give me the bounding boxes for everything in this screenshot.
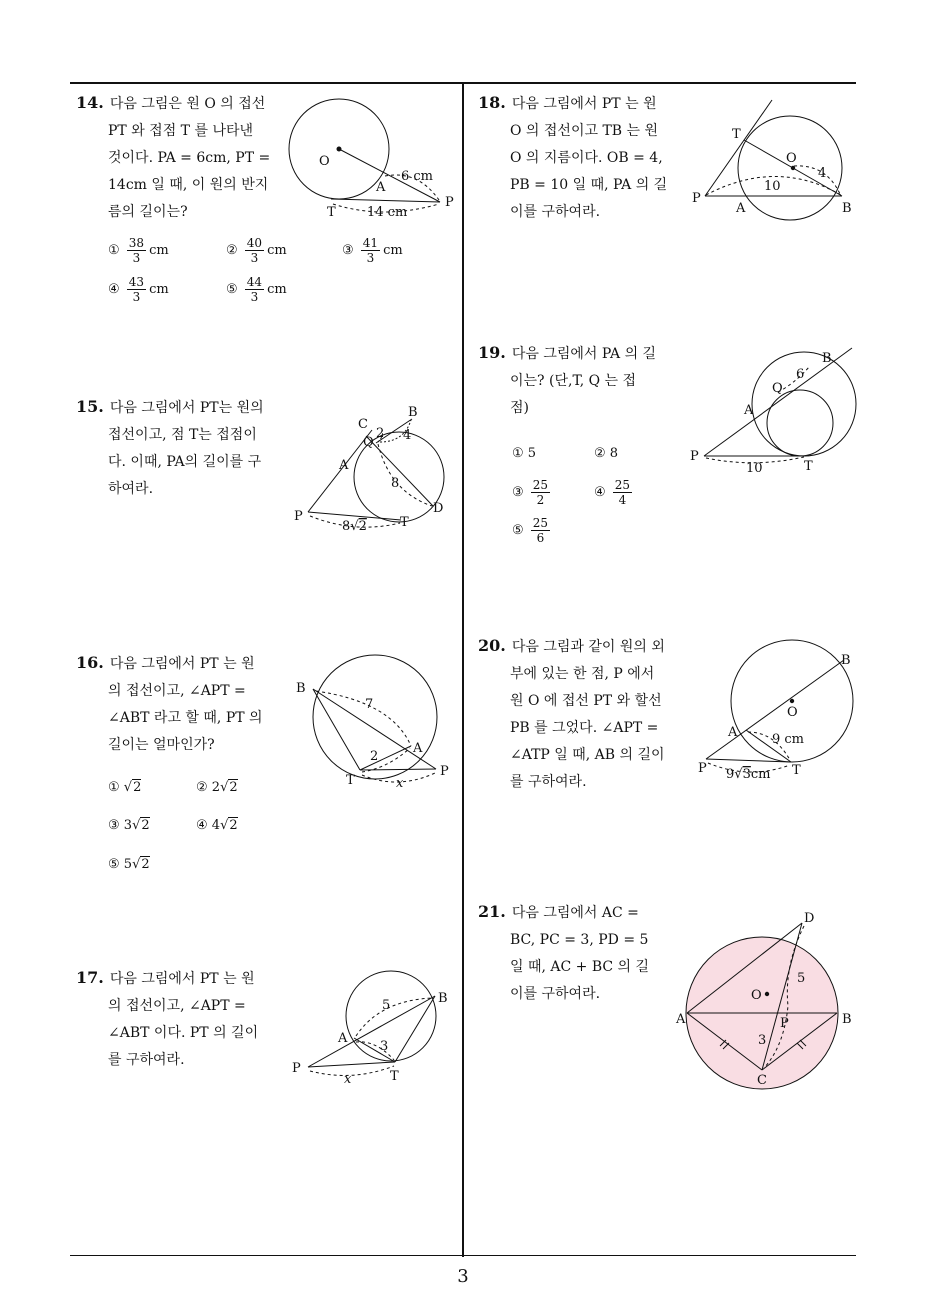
problem-text: PT 와 접점 T 를 나타낸 <box>108 123 254 139</box>
length-pt: 9√3cm <box>726 767 771 782</box>
figure-20 <box>694 638 864 783</box>
option-1[interactable]: ① $\frac{38}{3}$ cm <box>108 236 169 265</box>
label-P: P <box>692 191 701 206</box>
length-pd: 5 <box>797 971 806 986</box>
problem-text: 다음 그림에서 PT 는 원 <box>109 971 255 987</box>
label-P: P <box>292 1061 301 1076</box>
problem-text: 이는? (단,T, Q 는 접 <box>510 373 637 389</box>
label-A: A <box>338 1031 348 1046</box>
length-pb: 10 <box>764 179 781 194</box>
option-3[interactable]: ③ 3√2 <box>108 818 150 833</box>
label-C: C <box>757 1073 767 1088</box>
label-C: C <box>358 417 368 432</box>
option-4[interactable]: ④ 4√2 <box>196 818 238 833</box>
problem-number: 14. <box>76 93 104 112</box>
problem-text: ∠ATP 일 때, AB 의 길이 <box>510 747 665 763</box>
option-4[interactable]: ④ $\frac{25}{4}$ <box>594 478 631 507</box>
problem-number: 16. <box>76 653 104 672</box>
label-T: T <box>400 515 409 530</box>
option-2[interactable]: ② 8 <box>594 446 619 461</box>
label-A: A <box>744 403 754 418</box>
problem-number: 20. <box>478 636 506 655</box>
option-2[interactable]: ② $\frac{40}{3}$ cm <box>226 236 287 265</box>
problem-text: 접선이고, 점 T는 접점이 <box>108 427 257 443</box>
label-P: P <box>445 195 454 210</box>
problem-text: 다음 그림과 같이 원의 외 <box>511 639 665 655</box>
length-pt: 8√2 <box>342 519 367 534</box>
label-P: P <box>780 1016 789 1031</box>
problem-text: 다. 이때, PA의 길이를 구 <box>108 454 262 470</box>
label-A: A <box>728 725 738 740</box>
length-qb: 6 <box>796 367 805 382</box>
length-qb: 4 <box>403 428 412 443</box>
problem-text: ∠ABT 이다. PT 의 길이 <box>108 1025 259 1041</box>
problem-text: O 의 접선이고 TB 는 원 <box>510 123 659 139</box>
label-P: P <box>690 449 699 464</box>
problem-text: 이를 구하여라. <box>510 986 601 1002</box>
problem-text: 름의 길이는? <box>108 204 188 220</box>
column-divider <box>462 82 464 1257</box>
label-D: D <box>433 501 444 516</box>
problem-text: PB 를 그었다. ∠APT = <box>510 720 659 736</box>
problem-20 <box>478 632 678 796</box>
problem-15 <box>76 393 286 503</box>
label-T: T <box>732 127 741 142</box>
problem-17 <box>76 964 286 1074</box>
label-B: B <box>841 653 851 668</box>
label-P: P <box>440 764 449 779</box>
problem-number: 18. <box>478 93 506 112</box>
label-Q: Q <box>772 381 783 396</box>
problem-text: 다음 그림에서 AC = <box>511 905 639 921</box>
length-qd: 8 <box>391 476 400 491</box>
length-ba: 7 <box>365 697 374 712</box>
problem-text: 다음 그림에서 PA 의 길 <box>511 346 657 362</box>
length-at: 9 cm <box>772 732 805 747</box>
length-ta: 2 <box>370 749 379 764</box>
problem-number: 15. <box>76 397 104 416</box>
label-A: A <box>676 1012 686 1027</box>
label-A: A <box>339 458 349 473</box>
label-A: A <box>413 741 423 756</box>
label-A: A <box>376 180 386 195</box>
problem-text: 길이는 얼마인가? <box>108 737 215 753</box>
problem-text: 다음 그림은 원 O 의 접선 <box>109 96 266 112</box>
problem-text: 다음 그림에서 PT 는 원 <box>109 656 255 672</box>
problem-text: 를 구하여라. <box>108 1052 185 1068</box>
length-pt: 14 cm <box>367 205 408 220</box>
length-pc: 3 <box>758 1033 767 1048</box>
label-T: T <box>390 1069 399 1084</box>
option-4[interactable]: ④ $\frac{43}{3}$ cm <box>108 275 169 304</box>
problem-text: 원 O 에 접선 PT 와 할선 <box>510 693 662 709</box>
problem-text: 하여라. <box>108 481 154 497</box>
problem-text: BC, PC = 3, PD = 5 <box>510 932 649 948</box>
problem-text: 를 구하여라. <box>510 774 587 790</box>
problem-text: PB = 10 일 때, PA 의 길 <box>510 177 668 193</box>
problem-text: 이를 구하여라. <box>510 204 601 220</box>
label-T: T <box>327 205 336 220</box>
label-B: B <box>408 405 418 420</box>
problem-number: 19. <box>478 343 506 362</box>
problem-text: 다음 그림에서 PT 는 원 <box>511 96 657 112</box>
label-O: O <box>786 151 797 166</box>
option-1[interactable]: ① 5 <box>512 446 537 461</box>
problem-text: 것이다. PA = 6cm, PT = <box>108 150 271 166</box>
problem-14 <box>76 89 286 226</box>
figure-16 <box>292 652 462 792</box>
problem-text: 의 접선이고, ∠APT = <box>108 998 246 1014</box>
problem-text: 다음 그림에서 PT는 원의 <box>109 400 264 416</box>
label-O: O <box>751 988 762 1003</box>
option-1[interactable]: ① √2 <box>108 780 142 795</box>
option-2[interactable]: ② 2√2 <box>196 780 238 795</box>
option-5[interactable]: ⑤ 5√2 <box>108 857 150 872</box>
problem-text: 의 접선이고, ∠APT = <box>108 683 246 699</box>
option-3[interactable]: ③ $\frac{41}{3}$ cm <box>342 236 403 265</box>
length-qc: 2 <box>376 426 385 441</box>
label-P: P <box>698 761 707 776</box>
length-ob: 4 <box>818 166 827 181</box>
figure-14 <box>283 92 463 222</box>
label-T: T <box>804 459 813 474</box>
figure-21 <box>676 906 851 1091</box>
label-D: D <box>804 911 815 926</box>
length-tp: x <box>396 776 404 791</box>
label-T: T <box>346 773 355 788</box>
problem-text: 부에 있는 한 점, P 에서 <box>510 666 655 682</box>
label-B: B <box>296 681 306 696</box>
problem-number: 17. <box>76 968 104 987</box>
problem-21 <box>478 898 678 1008</box>
figure-17 <box>290 970 460 1090</box>
problem-text: 일 때, AC + BC 의 길 <box>510 959 650 975</box>
label-O: O <box>319 154 330 169</box>
problem-19 <box>478 339 678 422</box>
problem-18 <box>478 89 678 226</box>
problem-text: O 의 지름이다. OB = 4, <box>510 150 663 166</box>
length-pt: 10 <box>746 461 763 476</box>
label-B: B <box>438 991 448 1006</box>
problem-text: 14cm 일 때, 이 원의 반지 <box>108 177 269 193</box>
length-pa: 6 cm <box>401 169 434 184</box>
label-B: B <box>822 351 832 366</box>
problem-number: 21. <box>478 902 506 921</box>
page-number: 3 <box>457 1266 469 1287</box>
figure-19 <box>688 344 863 484</box>
option-5[interactable]: ⑤ $\frac{44}{3}$ cm <box>226 275 287 304</box>
label-P: P <box>294 509 303 524</box>
length-ab: 5 <box>382 998 391 1013</box>
label-A: A <box>736 201 746 216</box>
label-B: B <box>842 201 852 216</box>
option-3[interactable]: ③ $\frac{25}{2}$ <box>512 478 549 507</box>
label-O: O <box>787 705 798 720</box>
label-B: B <box>842 1012 852 1027</box>
option-5[interactable]: ⑤ $\frac{25}{6}$ <box>512 516 549 545</box>
problem-text: 점) <box>510 400 529 416</box>
length-at: 3 <box>380 1039 389 1054</box>
length-pt: x <box>344 1072 352 1087</box>
label-T: T <box>792 763 801 778</box>
label-Q: Q <box>363 435 374 450</box>
figure-15 <box>290 402 460 532</box>
figure-18 <box>686 96 861 226</box>
problem-text: ∠ABT 라고 할 때, PT 의 <box>108 710 263 726</box>
problem-16 <box>76 649 286 759</box>
